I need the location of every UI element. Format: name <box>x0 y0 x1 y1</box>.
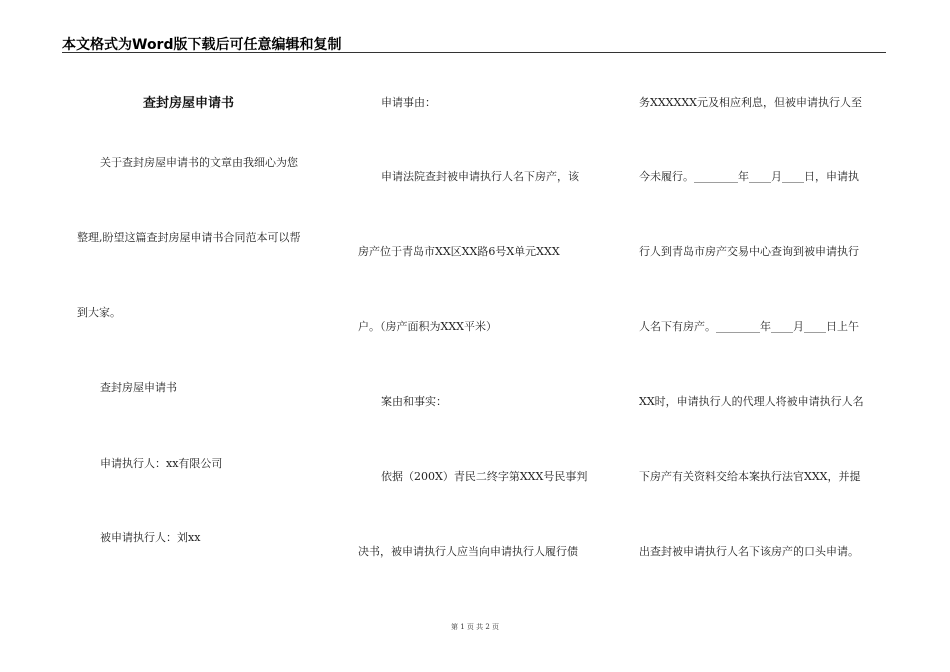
respondent-line: 被申请执行人：刘xx <box>100 531 201 544</box>
paragraph-line: 户。（房产面积为XXX平米） <box>358 320 497 333</box>
document-header <box>62 36 886 53</box>
section-heading: 查封房屋申请书 <box>100 381 177 394</box>
paragraph-line: 关于查封房屋申请书的文章由我细心为您 <box>100 156 298 169</box>
paragraph-line: 到大家。 <box>77 306 121 319</box>
paragraph-line: 人名下有房产。________年____月____日上午 <box>639 320 859 333</box>
paragraph-line: 务XXXXXX元及相应利息，但被申请执行人至 <box>639 96 862 109</box>
section-heading: 案由和事实： <box>381 395 447 408</box>
applicant-line: 申请执行人：xx有限公司 <box>100 457 223 470</box>
paragraph-line: 出查封被申请执行人名下该房产的口头申请。 <box>639 545 859 558</box>
paragraph-line: 决书，被申请执行人应当向申请执行人履行债 <box>358 545 578 558</box>
paragraph-line: 下房产有关资料交给本案执行法官XXX，并提 <box>639 470 861 483</box>
paragraph-line: 依据（200X）青民二终字第XXX号民事判 <box>381 470 588 483</box>
paragraph-line: 今未履行。________年____月____日，申请执 <box>639 170 859 183</box>
paragraph-line: 行人到青岛市房产交易中心查询到被申请执行 <box>639 245 859 258</box>
paragraph-line: 房产位于青岛市XX区XX路6号X单元XXX <box>358 245 560 258</box>
paragraph-line: 整理,盼望这篇查封房屋申请书合同范本可以帮 <box>77 231 301 244</box>
header-text: 本文格式为Word版下载后可任意编辑和复制 <box>62 37 342 53</box>
page-number: 第 1 页 共 2 页 <box>450 623 500 631</box>
section-heading: 申请事由： <box>381 96 436 109</box>
paragraph-line: 申请法院查封被申请执行人名下房产，该 <box>381 170 579 183</box>
document-title: 查封房屋申请书 <box>143 96 235 111</box>
paragraph-line: XX时，申请执行人的代理人将被申请执行人名 <box>639 395 864 408</box>
